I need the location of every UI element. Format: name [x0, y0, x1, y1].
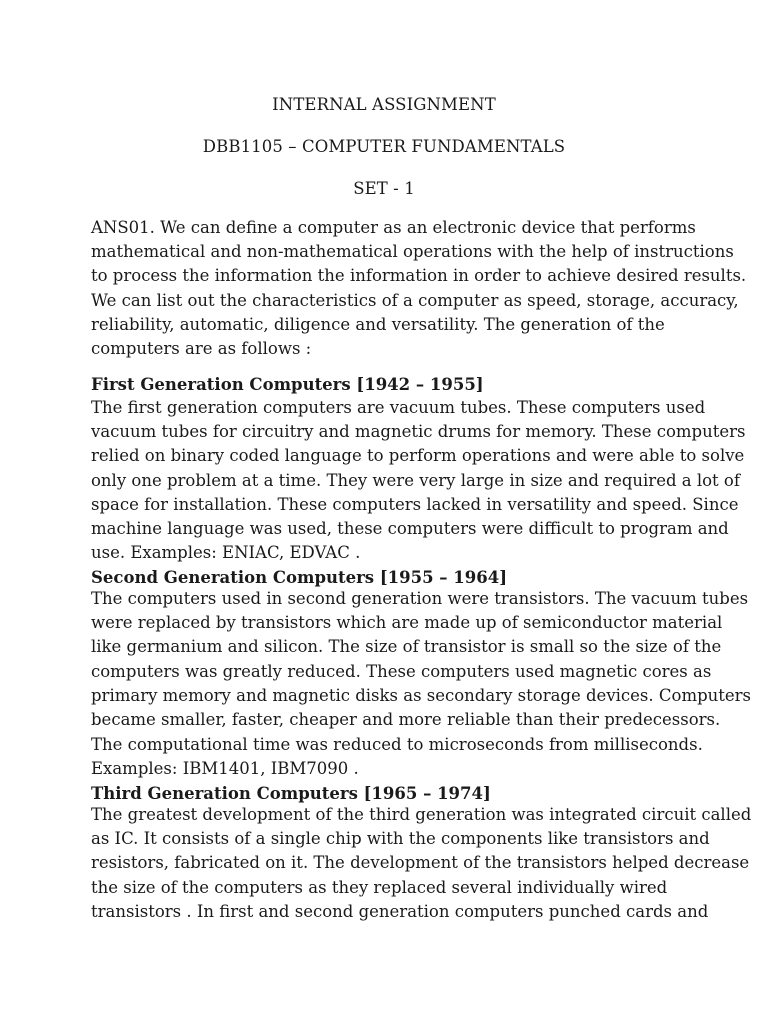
section-line: use. Examples: ENIAC, EDVAC .	[91, 543, 361, 562]
section-line: resistors, fabricated on it. The development of the transistors helped decrease	[91, 853, 750, 872]
section-line: relied on binary coded language to perform operations and were able to solve	[91, 446, 745, 465]
section-line: The computers used in second generation were transistors. The vacuum tubes	[91, 589, 749, 608]
section-line: the size of the computers as they replaced several individually wired	[91, 878, 668, 897]
intro-line: mathematical and non-mathematical operations with the help of instructions	[91, 242, 734, 261]
section-line: became smaller, faster, cheaper and more reliable than their predecessors.	[91, 710, 721, 729]
section-line: vacuum tubes for circuitry and magnetic drums for memory. These computers	[91, 422, 746, 441]
course-title: DBB1105 – COMPUTER FUNDAMENTALS	[202, 137, 566, 156]
section-line: The first generation computers are vacuum tubes. These computers used	[91, 398, 706, 417]
intro-line: computers are as follows :	[91, 339, 312, 358]
intro-line: ANS01. We can define a computer as an electronic device that performs	[91, 218, 696, 237]
intro-line: We can list out the characteristics of a computer as speed, storage, accuracy,	[91, 291, 739, 310]
section-heading-second-generation: Second Generation Computers [1955 – 1964]	[91, 568, 508, 587]
section-line: only one problem at a time. They were very large in size and required a lot of	[91, 471, 740, 490]
intro-line: reliability, automatic, diligence and versatility. The generation of the	[91, 315, 665, 334]
section-line: as IC. It consists of a single chip with the components like transistors and	[91, 829, 710, 848]
set-label: SET - 1	[353, 179, 415, 198]
section-line: space for installation. These computers lacked in versatility and speed. Since	[91, 495, 739, 514]
section-line: like germanium and silicon. The size of transistor is small so the size of the	[91, 637, 722, 656]
section-line: primary memory and magnetic disks as secondary storage devices. Computers	[91, 686, 752, 705]
intro-line: to process the information the information in order to achieve desired results.	[91, 266, 747, 285]
section-line: machine language was used, these computers were difficult to program and	[91, 519, 729, 538]
assignment-title: INTERNAL ASSIGNMENT	[272, 95, 496, 114]
section-line: The computational time was reduced to microseconds from milliseconds.	[91, 735, 703, 754]
section-line: computers was greatly reduced. These computers used magnetic cores as	[91, 662, 712, 681]
section-line: were replaced by transistors which are made up of semiconductor material	[91, 613, 723, 632]
section-line: Examples: IBM1401, IBM7090 .	[91, 759, 359, 778]
section-line: The greatest development of the third generation was integrated circuit called	[91, 805, 752, 824]
section-heading-third-generation: Third Generation Computers [1965 – 1974]	[91, 784, 491, 803]
section-heading-first-generation: First Generation Computers [1942 – 1955]	[91, 375, 484, 394]
section-line: transistors . In first and second generation computers punched cards and	[91, 902, 709, 921]
